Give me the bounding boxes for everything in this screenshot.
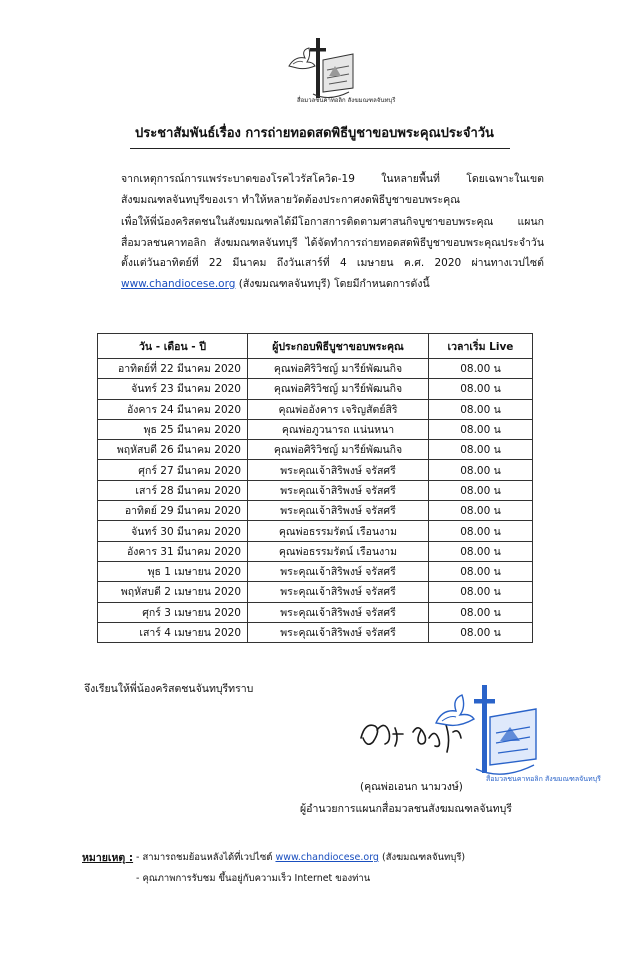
table-row: [98, 379, 533, 399]
row-celebrant: คุณพ่อภูวนารถ แน่นหนา: [248, 419, 429, 439]
table-row: [98, 419, 533, 439]
row-date: จันทร์ 23 มีนาคม 2020: [98, 379, 248, 399]
row-date: จันทร์ 30 มีนาคม 2020: [98, 521, 248, 541]
row-celebrant: คุณพ่อศิริวิชญ์ มารีย์พัฒนกิจ: [248, 440, 429, 460]
row-celebrant: คุณพ่อธรรมรัตน์ เรือนงาม: [248, 521, 429, 541]
row-time: 08.00 น: [429, 561, 533, 581]
row-time: 08.00 น: [429, 399, 533, 419]
announcement-line: [84, 274, 544, 295]
remark-item: - คุณภาพการรับชม ขึ้นอยู่กับความเร็ว Internet ของท่าน: [136, 873, 371, 884]
table-row: [98, 460, 533, 480]
row-celebrant: พระคุณเจ้าสิริพงษ์ จรัสศรี: [248, 602, 429, 622]
row-time: 08.00 น: [429, 582, 533, 602]
row-date: พฤหัสบดี 2 เมษายน 2020: [98, 582, 248, 602]
header-celebrant: ผู้ประกอบพิธีบูชาขอบพระคุณ: [248, 334, 429, 359]
table-row: [98, 521, 533, 541]
header-time: เวลาเริ่ม Live: [429, 334, 533, 359]
row-celebrant: พระคุณเจ้าสิริพงษ์ จรัสศรี: [248, 501, 429, 521]
table-row: [98, 561, 533, 581]
row-date: อาทิตย์ 29 มีนาคม 2020: [98, 501, 248, 521]
diocese-stamp-logo: [432, 683, 601, 785]
row-time: 08.00 น: [429, 602, 533, 622]
row-date: เสาร์ 28 มีนาคม 2020: [98, 480, 248, 500]
website-link[interactable]: www.chandiocese.org: [121, 277, 236, 290]
row-celebrant: พระคุณเจ้าสิริพงษ์ จรัสศรี: [248, 622, 429, 642]
logo-caption: สื่อมวลชนคาทอลิก สังฆมณฑลจันทบุรี: [297, 97, 396, 104]
remark-website-link[interactable]: www.chandiocese.org: [275, 852, 379, 863]
row-celebrant: คุณพ่ออังคาร เจริญสัตย์สิริ: [248, 399, 429, 419]
row-date: อังคาร 24 มีนาคม 2020: [98, 399, 248, 419]
table-row: [98, 399, 533, 419]
stamp-caption: สื่อมวลชนคาทอลิก สังฆมณฑลจันทบุรี: [486, 775, 601, 783]
row-date: พฤหัสบดี 26 มีนาคม 2020: [98, 440, 248, 460]
row-celebrant: คุณพ่อศิริวิชญ์ มารีย์พัฒนกิจ: [248, 359, 429, 379]
row-time: 08.00 น: [429, 440, 533, 460]
row-celebrant: พระคุณเจ้าสิริพงษ์ จรัสศรี: [248, 561, 429, 581]
row-time: 08.00 น: [429, 521, 533, 541]
row-celebrant: พระคุณเจ้าสิริพงษ์ จรัสศรี: [248, 582, 429, 602]
row-time: 08.00 น: [429, 419, 533, 439]
announcement-line: ตั้งแต่วันอาทิตย์ที่ 22 มีนาคม ถึงวันเสาร์ที่ 4 เมษายน ค.ศ. 2020 ผ่านทางเวปไซต์: [121, 257, 544, 269]
intro-paragraph: [84, 169, 544, 210]
remarks-label: หมายเหตุ :: [82, 852, 134, 864]
row-date: พุธ 1 เมษายน 2020: [98, 561, 248, 581]
remark-text: - สามารถชมย้อนหลังได้ที่เวปไซต์: [136, 852, 276, 863]
table-row: [98, 480, 533, 500]
closing-text: จึงเรียนให้พี่น้องคริสตชนจันทบุรีทราบ: [84, 683, 254, 695]
announcement-paragraph: [84, 212, 544, 294]
table-row: [98, 582, 533, 602]
row-time: 08.00 น: [429, 480, 533, 500]
table-row: [98, 602, 533, 622]
row-celebrant: พระคุณเจ้าสิริพงษ์ จรัสศรี: [248, 460, 429, 480]
row-time: 08.00 น: [429, 501, 533, 521]
schedule-table: [97, 333, 533, 643]
row-celebrant: คุณพ่อศิริวิชญ์ มารีย์พัฒนกิจ: [248, 379, 429, 399]
row-date: ศุกร์ 3 เมษายน 2020: [98, 602, 248, 622]
table-header-row: [98, 334, 533, 359]
row-time: 08.00 น: [429, 541, 533, 561]
row-date: ศุกร์ 27 มีนาคม 2020: [98, 460, 248, 480]
intro-line: สังฆมณฑลจันทบุรีของเรา ทำให้หลายวัดต้องประกาศงดพิธีบูชาขอบพระคุณ: [121, 193, 460, 206]
title-underline: [130, 148, 510, 149]
row-celebrant: คุณพ่อธรรมรัตน์ เรือนงาม: [248, 541, 429, 561]
row-time: 08.00 น: [429, 622, 533, 642]
signer-name: (คุณพ่อเอนก นามวงษ์): [360, 781, 463, 793]
table-row: [98, 359, 533, 379]
row-date: เสาร์ 4 เมษายน 2020: [98, 622, 248, 642]
table-row: [98, 541, 533, 561]
table-row: [98, 622, 533, 642]
diocese-logo: [283, 36, 396, 104]
announcement-line: สื่อมวลชนคาทอลิก สังฆมณฑลจันทบุรี ได้จัดทำการถ่ายทอดสดพิธีบูชาขอบพระคุณประจำวัน: [121, 236, 544, 249]
row-date: อังคาร 31 มีนาคม 2020: [98, 541, 248, 561]
intro-line: จากเหตุการณ์การแพร่ระบาดของโรคไวรัสโควิด-19 ในหลายพื้นที่ โดยเฉพาะในเขต: [121, 173, 544, 185]
row-time: 08.00 น: [429, 359, 533, 379]
row-time: 08.00 น: [429, 379, 533, 399]
row-celebrant: พระคุณเจ้าสิริพงษ์ จรัสศรี: [248, 480, 429, 500]
signer-role: ผู้อำนวยการแผนกสื่อมวลชนสังฆมณฑลจันทบุรี: [300, 803, 512, 815]
announcement-line-rest: (สังฆมณฑลจันทบุรี) โดยมีกำหนดการดังนี้: [235, 277, 430, 290]
row-time: 08.00 น: [429, 460, 533, 480]
page-title: ประชาสัมพันธ์เรื่อง การถ่ายทอดสดพิธีบูชาขอบพระคุณประจำวัน: [135, 126, 494, 141]
row-date: พุธ 25 มีนาคม 2020: [98, 419, 248, 439]
row-date: อาทิตย์ที่ 22 มีนาคม 2020: [98, 359, 248, 379]
remark-item: [136, 850, 465, 865]
schedule-table-body: [98, 359, 533, 643]
table-row: [98, 440, 533, 460]
header-date: วัน - เดือน - ปี: [98, 334, 248, 359]
remark-text: (สังฆมณฑลจันทบุรี): [378, 852, 466, 863]
table-row: [98, 501, 533, 521]
announcement-line: เพื่อให้พี่น้องคริสตชนในสังฆมณฑลได้มีโอกาสการติดตามศาสนกิจบูชาขอบพระคุณ แผนก: [121, 216, 544, 228]
